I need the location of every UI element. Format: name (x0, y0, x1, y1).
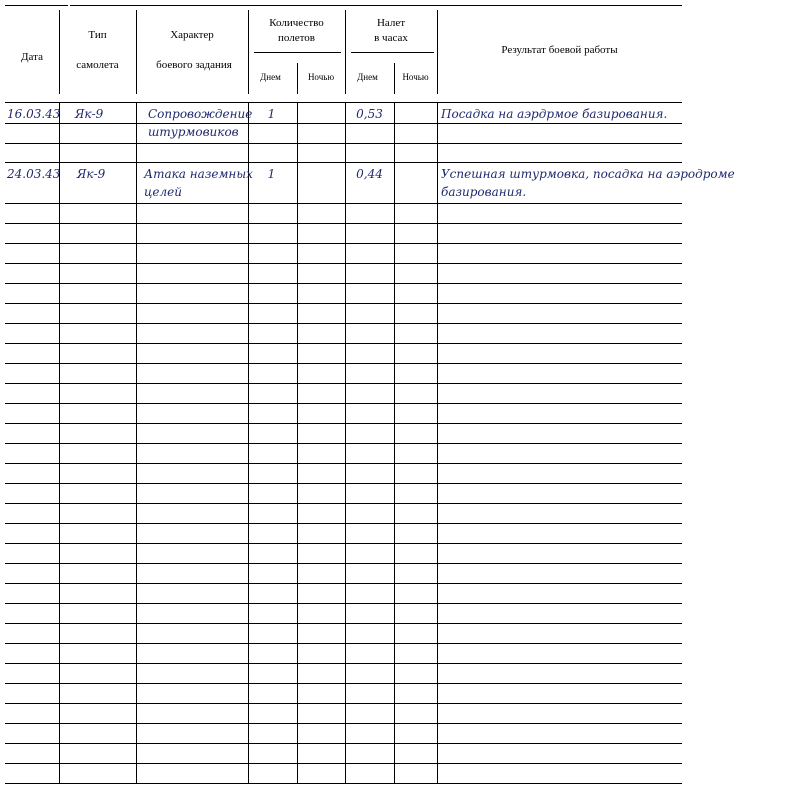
entry-2-mission-line1: Атака наземных (144, 167, 253, 181)
row-rule (5, 543, 682, 544)
header-hours-day: Днем (357, 72, 378, 82)
header-hours-night: Ночью (402, 72, 429, 82)
row-rule (5, 303, 682, 304)
row-rule (5, 783, 682, 784)
row-rule (5, 203, 682, 204)
row-rule (5, 463, 682, 464)
header-flights-day: Днем (260, 72, 281, 82)
row-rule (394, 162, 682, 163)
header-type-line1: Тип (88, 29, 107, 41)
entry-1-hours-day: 0,53 (356, 107, 383, 121)
header-type-line2: самолета (76, 59, 119, 71)
col-line-date-type-header (59, 10, 60, 94)
header-hours-line2: в часах (374, 32, 408, 44)
entry-2-result-line1: Успешная штурмовка, посадка на аэродроме (441, 167, 735, 181)
row-rule (5, 403, 682, 404)
row-rule (5, 323, 682, 324)
entry-2-date: 24.03.43 (7, 167, 61, 181)
entry-2-aircraft: Як-9 (76, 167, 106, 181)
entry-1-mission-line1: Сопровождение (148, 107, 253, 121)
row-rule (5, 243, 682, 244)
entry-2-result-line2: базирования. (441, 185, 527, 199)
header-mission-line1: Характер (170, 29, 214, 41)
row-rule (5, 703, 682, 704)
entry-1-mission-line2: штурмовиков (148, 125, 239, 139)
row-rule (5, 603, 682, 604)
col-line-type-mission-header (136, 10, 137, 94)
header-top-rule-left (5, 5, 68, 6)
entry-2-flights-day: 1 (267, 167, 276, 181)
row-rule (5, 583, 682, 584)
entry-2-mission-line2: целей (144, 185, 182, 199)
row-rule (5, 523, 682, 524)
entry-2-hours-day: 0,44 (356, 167, 383, 181)
header-mission-line2: боевого задания (156, 59, 232, 71)
row-rule (5, 283, 682, 284)
row-rule (5, 162, 437, 163)
row-rule (5, 643, 682, 644)
row-rule (5, 363, 682, 364)
entry-1-flights-day: 1 (267, 107, 276, 121)
row-rule (5, 503, 682, 504)
header-flights-line1: Количество (269, 17, 324, 29)
row-rule (5, 743, 682, 744)
row-rule (5, 683, 682, 684)
row-rule (5, 663, 682, 664)
entry-1-aircraft: Як-9 (74, 107, 104, 121)
entry-1-result-line1: Посадка на аэрдрмое базирования. (441, 107, 668, 121)
flights-group-rule (254, 52, 341, 53)
header-result: Результат боевой работы (501, 44, 618, 56)
header-top-rule-right (70, 5, 682, 6)
row-rule (5, 123, 682, 124)
row-rule (5, 443, 682, 444)
row-rule (5, 383, 682, 384)
row-rule (5, 623, 682, 624)
row-rule (5, 563, 682, 564)
row-rule (5, 423, 682, 424)
row-rule (5, 143, 682, 144)
row-rule (5, 763, 682, 764)
header-flights-night: Ночью (307, 72, 335, 82)
hours-group-rule (351, 52, 434, 53)
header-hours-line1: Налет (376, 17, 406, 29)
row-rule (5, 263, 682, 264)
header-bottom-rule (5, 102, 682, 103)
entry-1-date: 16.03.43 (7, 107, 61, 121)
row-rule (5, 483, 682, 484)
header-date: Дата (21, 51, 43, 63)
row-rule (5, 343, 682, 344)
header-flights-line2: полетов (278, 32, 315, 44)
row-rule (5, 223, 682, 224)
row-rule (5, 723, 682, 724)
